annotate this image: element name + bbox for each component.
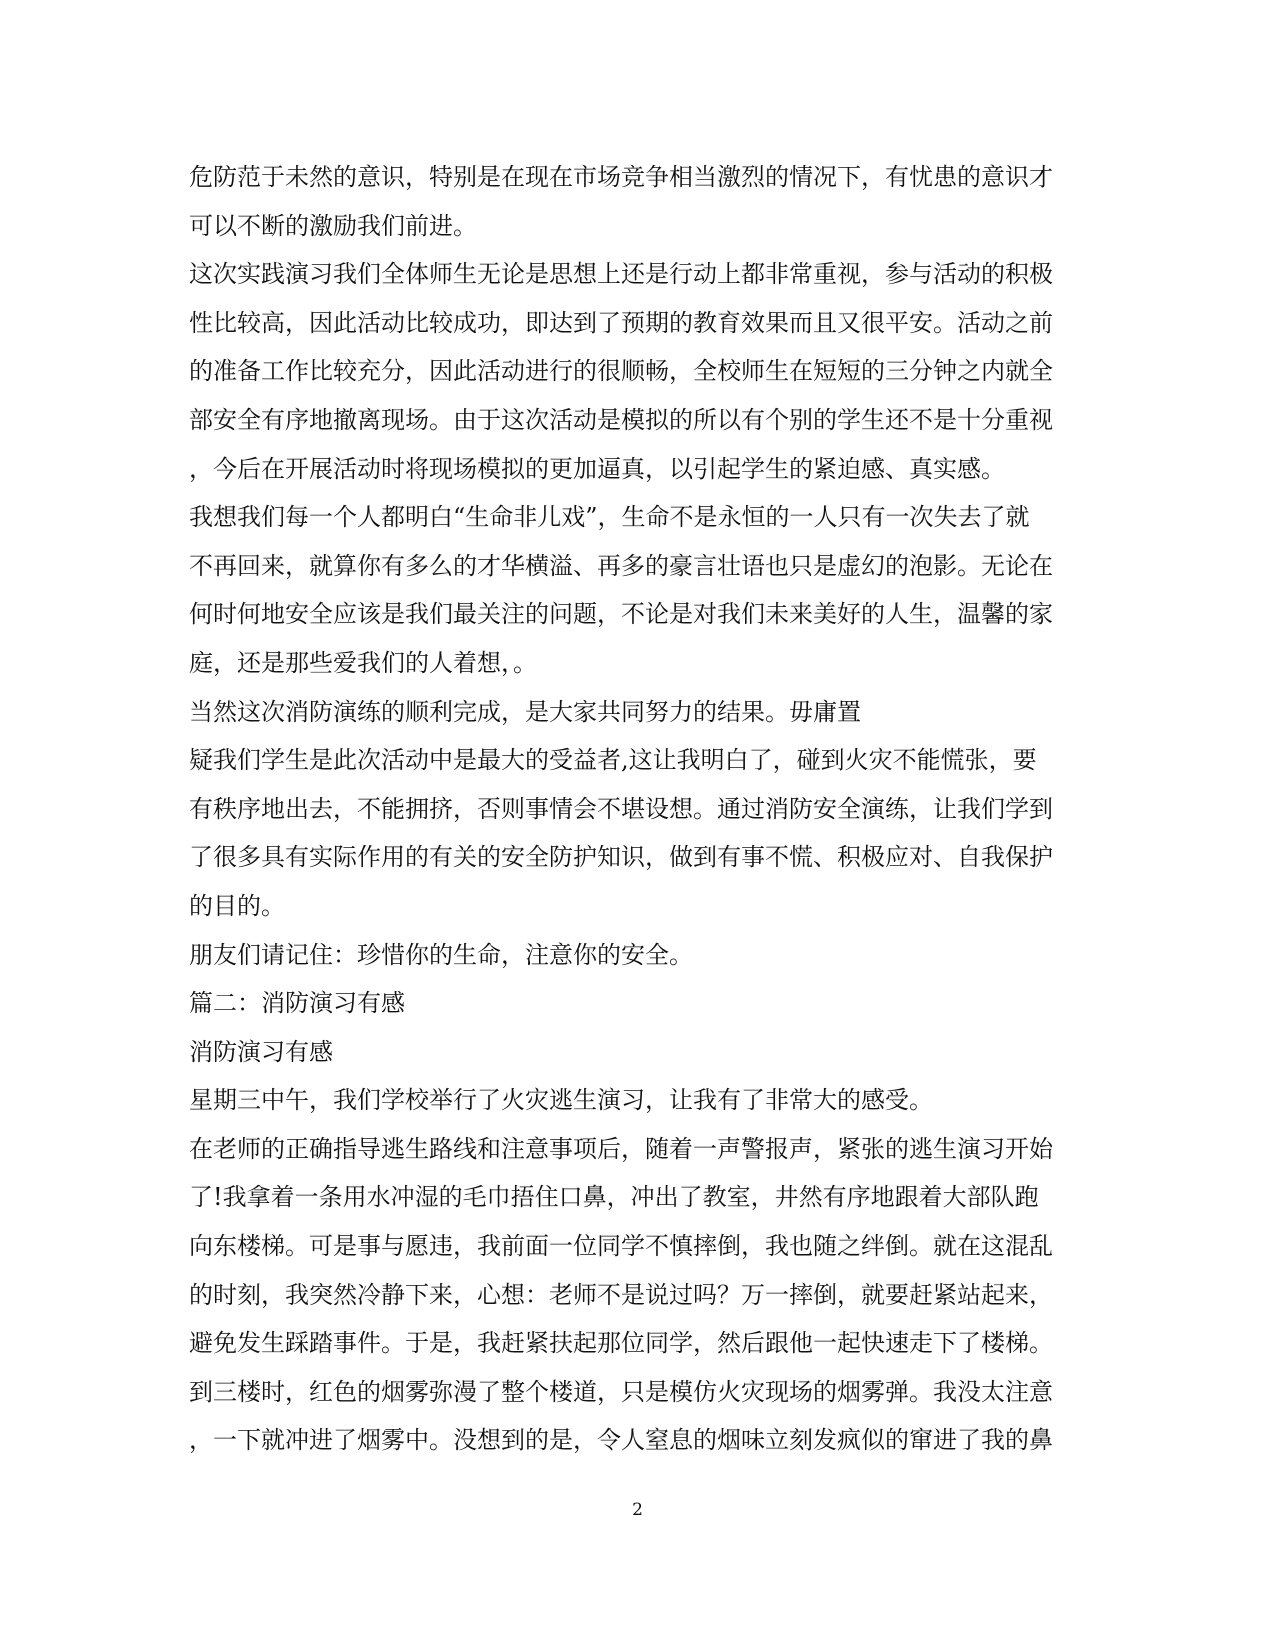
text-line: 的准备工作比较充分，因此活动进行的很顺畅，全校师生在短短的三分钟之内就全 [189,357,1053,386]
text-line: 避免发生踩踏事件。于是，我赶紧扶起那位同学，然后跟他一起快速走下了楼梯。 [189,1329,1053,1358]
text-line: 在老师的正确指导逃生路线和注意事项后，随着一声警报声，紧张的逃生演习开始 [189,1134,1053,1163]
text-line: 有秩序地出去，不能拥挤，否则事情会不堪设想。通过消防安全演练，让我们学到 [189,794,1053,823]
text-line: 疑我们学生是此次活动中是最大的受益者,这让我明白了，碰到火灾不能慌张，要 [189,746,1037,775]
text-line: 性比较高，因此活动比较成功，即达到了预期的教育效果而且又很平安。活动之前 [189,308,1053,337]
text-line: 朋友们请记住：珍惜你的生命，注意你的安全。 [189,940,693,969]
text-line: 我想我们每一个人都明白“生命非儿戏”，生命不是永恒的一人只有一次失去了就 [189,503,1030,532]
text-line: 的时刻，我突然冷静下来，心想：老师不是说过吗？万一摔倒，就要赶紧站起来， [189,1280,1053,1309]
page-number: 2 [632,1500,643,1520]
article-title: 消防演习有感 [189,1037,333,1066]
text-line: 的目的。 [189,891,285,920]
text-line: ，今后在开展活动时将现场模拟的更加逼真，以引起学生的紧迫感、真实感。 [189,454,1005,483]
text-line: 这次实践演习我们全体师生无论是思想上还是行动上都非常重视，参与活动的积极 [189,260,1053,289]
text-line: 了很多具有实际作用的有关的安全防护知识，做到有事不慌、积极应对、自我保护 [189,843,1053,872]
text-line: 庭，还是那些爱我们的人着想，。 [189,648,537,677]
text-line: 部安全有序地撤离现场。由于这次活动是模拟的所以有个别的学生还不是十分重视 [189,405,1053,434]
text-line: 向东楼梯。可是事与愿违，我前面一位同学不慎摔倒，我也随之绊倒。就在这混乱 [189,1232,1053,1261]
text-line: 了!我拿着一条用水冲湿的毛巾捂住口鼻，冲出了教室，井然有序地跟着大部队跑 [189,1183,1039,1212]
text-line: 不再回来，就算你有多么的才华横溢、再多的豪言壮语也只是虚幻的泡影。无论在 [189,551,1053,580]
text-line: 何时何地安全应该是我们最关注的问题，不论是对我们未来美好的人生，温馨的家 [189,600,1053,629]
text-line: 当然这次消防演练的顺利完成，是大家共同努力的结果。毋庸置 [189,697,861,726]
text-line: 到三楼时，红色的烟雾弥漫了整个楼道，只是模仿火灾现场的烟雾弹。我没太注意 [189,1377,1053,1406]
text-line: ，一下就冲进了烟雾中。没想到的是，令人窒息的烟味立刻发疯似的窜进了我的鼻 [189,1426,1053,1455]
text-body [189,153,1089,1465]
text-line: 可以不断的激励我们前进。 [189,211,477,240]
text-line: 星期三中午，我们学校举行了火灾逃生演习，让我有了非常大的感受。 [189,1086,933,1115]
text-line: 危防范于未然的意识，特别是在现在市场竞争相当激烈的情况下，有忧患的意识才 [189,163,1053,191]
section-heading: 篇二：消防演习有感 [189,989,405,1018]
